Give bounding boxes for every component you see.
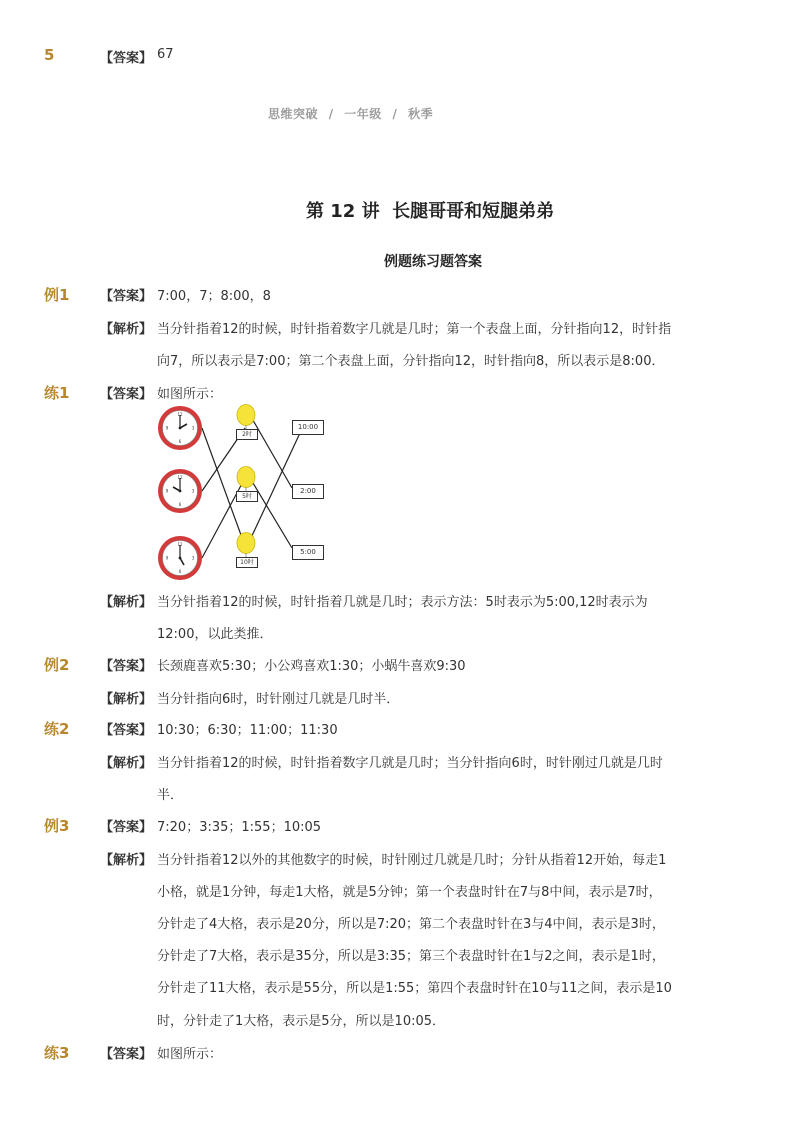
item-label: 练2 — [44, 720, 70, 738]
breadcrumb-separator: / — [392, 107, 398, 121]
svg-text:3: 3 — [191, 425, 195, 431]
svg-text:9: 9 — [165, 425, 169, 431]
time-box: 2:00 — [292, 484, 324, 499]
clock-icon — [158, 536, 202, 580]
answer-tag: 【答案】 — [100, 387, 153, 402]
svg-text:6: 6 — [178, 439, 182, 444]
svg-text:9: 9 — [165, 488, 169, 494]
item-label: 例2 — [44, 656, 70, 674]
analysis-line: 向7，所以表示是7:00；第二个表盘上面，分针指向12，时针指向8，所以表示是8:00． — [157, 354, 665, 369]
balloon-icon — [237, 533, 255, 558]
line-balloon2-box3 — [250, 478, 292, 548]
analysis-line: 小格，就是1分钟，每走1大格，就是5分钟；第一个表盘时针在7与8中间，表示是7时， — [157, 885, 662, 900]
svg-text:3: 3 — [191, 555, 195, 561]
analysis-line: 当分针指着12以外的其他数字的时候，时针刚过几就是几时；分针从指着12开始，每走1 — [157, 853, 667, 868]
item-label: 例3 — [44, 817, 70, 835]
breadcrumb-grade: 一年级 — [344, 107, 382, 121]
time-box: 5:00 — [292, 545, 324, 560]
analysis-line: 分针走了7大格，表示是35分，所以是3:35；第三个表盘时针在1与2之间，表示是1时， — [157, 949, 665, 964]
answer-tag: 【答案】 — [100, 289, 153, 304]
breadcrumb — [268, 105, 433, 122]
analysis-tag: 【解析】 — [100, 322, 153, 337]
analysis-line: 时，分针走了1大格，表示是5分，所以是10:05． — [157, 1014, 446, 1029]
svg-text:3: 3 — [191, 488, 195, 494]
svg-text:12: 12 — [177, 475, 183, 480]
analysis-line: 当分针指向6时，时针刚过几就是几时半． — [157, 692, 400, 707]
section-subtitle: 例题练习题答案 — [384, 254, 482, 270]
clock-icon — [158, 406, 202, 450]
answer-text: 如图所示： — [157, 387, 223, 402]
line-clock1-balloon3 — [202, 428, 245, 546]
analysis-tag: 【解析】 — [100, 595, 153, 610]
svg-text:6: 6 — [178, 569, 182, 574]
breadcrumb-subject: 思维突破 — [268, 107, 319, 121]
answer-text: 10:30；6:30；11:00；11:30 — [157, 723, 338, 738]
answer-tag: 【答案】 — [100, 659, 153, 674]
analysis-line: 半． — [157, 788, 184, 803]
answer-tag: 【答案】 — [100, 1047, 153, 1062]
answer-tag: 【答案】 — [100, 723, 153, 738]
breadcrumb-term: 秋季 — [408, 107, 434, 121]
analysis-tag: 【解析】 — [100, 756, 153, 771]
analysis-line: 分针走了11大格，表示是55分，所以是1:55；第四个表盘时针在10与11之间，表示是10 — [157, 981, 672, 996]
svg-text:6: 6 — [178, 502, 182, 507]
lesson-title: 第 12 讲 长腿哥哥和短腿弟弟 — [306, 201, 555, 222]
time-box: 10:00 — [292, 420, 324, 435]
svg-text:12: 12 — [177, 542, 183, 547]
item-label: 练3 — [44, 1044, 70, 1062]
answer-text: 长颈鹿喜欢5:30；小公鸡喜欢1:30；小蜗牛喜欢9:30 — [157, 659, 466, 674]
balloon-icon — [237, 405, 255, 430]
answer-text: 67 — [157, 47, 174, 62]
balloon-tag: 5时 — [236, 491, 258, 502]
analysis-line: 12:00，以此类推． — [157, 627, 273, 642]
answer-tag: 【答案】 — [100, 51, 153, 66]
answer-tag: 【答案】 — [100, 820, 153, 835]
answer-text: 如图所示： — [157, 1047, 223, 1062]
analysis-tag: 【解析】 — [100, 853, 153, 868]
item-label: 练1 — [44, 384, 70, 402]
analysis-tag: 【解析】 — [100, 692, 153, 707]
analysis-line: 当分针指着12的时候，时针指着数字几就是几时；第一个表盘上面，分针指向12，时针指 — [157, 322, 672, 337]
item-label: 例1 — [44, 286, 70, 304]
balloon-tag: 10时 — [236, 557, 258, 568]
svg-text:12: 12 — [177, 412, 183, 417]
balloon-tag: 2时 — [236, 429, 258, 440]
clock-icon — [158, 469, 202, 513]
question-number: 5 — [44, 46, 55, 64]
answer-text: 7:20；3:35；1:55；10:05 — [157, 820, 322, 835]
answer-text: 7:00，7；8:00，8 — [157, 289, 271, 304]
analysis-line: 当分针指着12的时候，时针指着几就是几时；表示方法：5时表示为5:00,12时表示为 — [157, 595, 648, 610]
breadcrumb-separator: / — [328, 107, 334, 121]
svg-text:9: 9 — [165, 555, 169, 561]
matching-figure — [150, 400, 340, 585]
line-balloon1-box2 — [250, 415, 292, 488]
analysis-line: 分针走了4大格，表示是20分，所以是7:20；第二个表盘时针在3与4中间，表示是3时， — [157, 917, 665, 932]
analysis-line: 当分针指着12的时候，时针指着数字几就是几时；当分针指向6时，时针刚过几就是几时 — [157, 756, 663, 771]
